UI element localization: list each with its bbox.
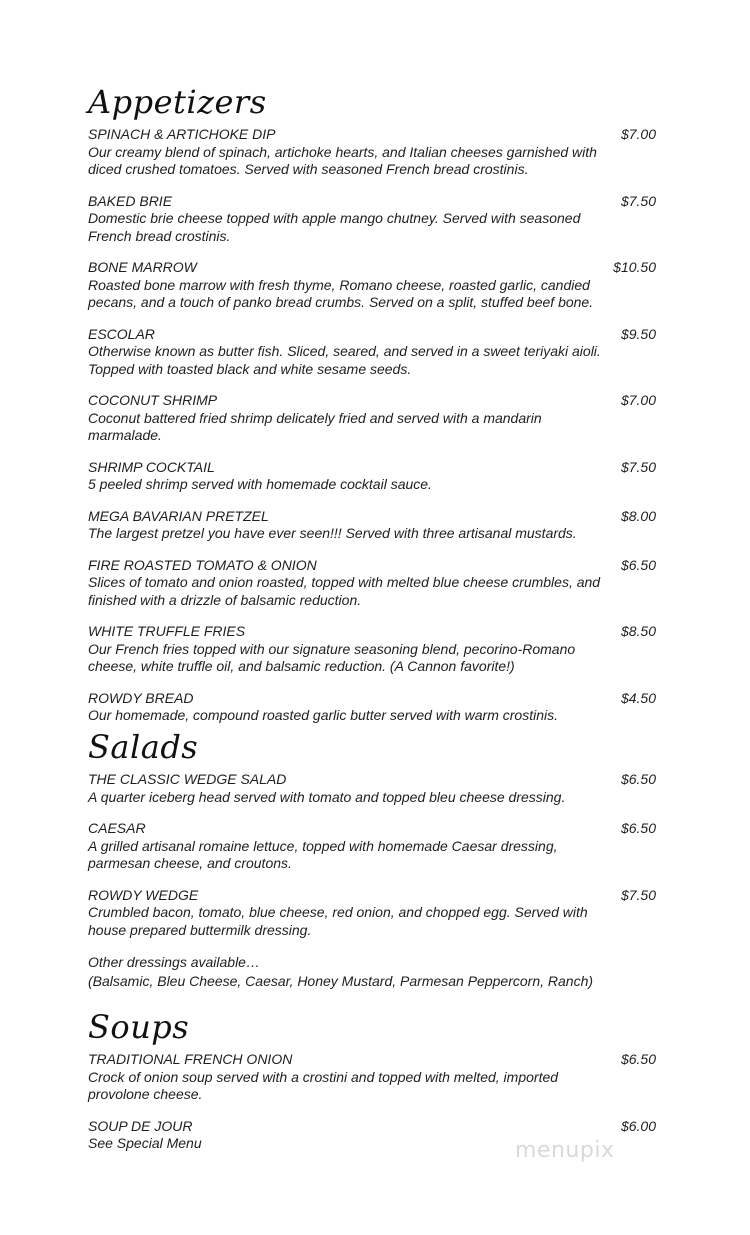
menu-item-name: CAESAR <box>88 820 146 836</box>
menu-item-description: Coconut battered fried shrimp delicately fried and served with a mandarin marmalade. <box>88 409 542 443</box>
salads-list <box>88 771 668 939</box>
menu-item-name: MEGA BAVARIAN PRETZEL <box>88 507 269 524</box>
menu-item-description: Our creamy blend of spinach, artichoke hearts, and Italian cheeses garnished with diced crushed tomatoes. Served with seasoned French bread crostinis. <box>88 143 597 177</box>
appetizers-list <box>88 126 668 725</box>
menu-item-price: $8.50 <box>620 623 656 639</box>
menu-item-price: $9.50 <box>620 325 656 342</box>
menu-item-description: A quarter iceberg head served with tomato and topped bleu cheese dressing. <box>88 788 566 805</box>
menu-item-name: BONE MARROW <box>88 259 197 275</box>
menu-item-description: Domestic brie cheese topped with apple mango chutney. Served with seasoned French bread crostinis. <box>88 210 581 244</box>
watermark-logo: menupix <box>515 1138 615 1163</box>
menu-item <box>88 326 668 379</box>
menu-item-description: Crock of onion soup served with a crostini and topped with melted, imported provolone cheese. <box>88 1068 559 1102</box>
dressings-note-line2: (Balsamic, Bleu Cheese, Caesar, Honey Mustard, Parmesan Peppercorn, Ranch) <box>88 973 594 989</box>
menu-item <box>88 259 668 312</box>
menu-item-name: ROWDY WEDGE <box>88 886 199 903</box>
appetizers-section <box>88 84 668 739</box>
section-title-salads: Salads <box>88 728 199 766</box>
menu-item-name: SOUP DE JOUR <box>88 1117 193 1134</box>
menu-item <box>88 508 668 543</box>
menu-item-price: $8.00 <box>620 507 656 524</box>
menu-item-name: ESCOLAR <box>88 325 155 342</box>
menu-item <box>88 392 668 445</box>
menu-item-name: SPINACH & ARTICHOKE DIP <box>88 126 276 142</box>
menu-item-price: $7.50 <box>620 192 656 209</box>
menu-item-price: $7.00 <box>620 126 656 142</box>
menu-item <box>88 193 668 246</box>
menu-item <box>88 623 668 676</box>
menu-item-price: $10.50 <box>613 259 656 275</box>
menu-item-price: $4.50 <box>620 689 656 706</box>
menu-item-description: A grilled artisanal romaine lettuce, topped with homemade Caesar dressing, parmesan cheese, and croutons. <box>88 837 558 871</box>
menu-item <box>88 690 668 725</box>
dressings-note-line1: Other dressings available… <box>88 954 260 970</box>
section-title-soups: Soups <box>88 1008 190 1046</box>
menu-item-description: The largest pretzel you have ever seen!!! Served with three artisanal mustards. <box>88 525 577 541</box>
menu-item-description: Slices of tomato and onion roasted, topped with melted blue cheese crumbles, and finished with a drizzle of balsamic reduction. <box>88 574 601 608</box>
menu-item-price: $6.50 <box>620 820 656 836</box>
menu-item-price: $7.50 <box>620 458 656 475</box>
menu-item <box>88 820 668 873</box>
menu-item <box>88 557 668 610</box>
section-title-appetizers: Appetizers <box>88 83 267 121</box>
menu-item-description: Crumbled bacon, tomato, blue cheese, red onion, and chopped egg. Served with house prepared buttermilk dressing. <box>88 904 588 938</box>
menu-item-price: $6.50 <box>620 771 656 787</box>
menu-item-name: SHRIMP COCKTAIL <box>88 458 215 475</box>
menu-item-description: Our homemade, compound roasted garlic butter served with warm crostinis. <box>88 707 558 723</box>
menu-item-price: $7.50 <box>620 886 656 903</box>
menu-item-description: Otherwise known as butter fish. Sliced, seared, and served in a sweet teriyaki aioli. Topped with toasted black and white sesame seeds. <box>88 343 601 377</box>
menu-item-description: See Special Menu <box>88 1135 202 1151</box>
dressings-note <box>88 953 668 991</box>
menu-item <box>88 887 668 940</box>
menu-item-name: WHITE TRUFFLE FRIES <box>88 623 246 639</box>
menu-item-description: 5 peeled shrimp served with homemade cocktail sauce. <box>88 476 432 492</box>
menu-item-name: COCONUT SHRIMP <box>88 392 218 408</box>
menu-item-price: $7.00 <box>620 392 656 408</box>
menu-item <box>88 1051 668 1104</box>
menu-item-price: $6.50 <box>620 1051 656 1067</box>
menu-item-name: BAKED BRIE <box>88 192 173 209</box>
menu-item <box>88 126 668 179</box>
menu-item-price: $6.00 <box>620 1117 656 1134</box>
menu-item-name: ROWDY BREAD <box>88 689 194 706</box>
menu-item-description: Roasted bone marrow with fresh thyme, Romano cheese, roasted garlic, candied pecans, and a touch of panko bread crumbs. Served on a split, stuffed beef bone. <box>88 276 594 310</box>
salads-section <box>88 729 668 991</box>
menu-item-price: $6.50 <box>620 556 656 573</box>
menu-item-name: THE CLASSIC WEDGE SALAD <box>88 771 287 787</box>
menu-item-name: TRADITIONAL FRENCH ONION <box>88 1051 293 1067</box>
menu-item <box>88 771 668 806</box>
menu-item <box>88 459 668 494</box>
menu-item-name: FIRE ROASTED TOMATO & ONION <box>88 556 317 573</box>
menu-item-description: Our French fries topped with our signature seasoning blend, pecorino-Romano cheese, white truffle oil, and balsamic reduction. (A Cannon favorite!) <box>88 640 576 674</box>
